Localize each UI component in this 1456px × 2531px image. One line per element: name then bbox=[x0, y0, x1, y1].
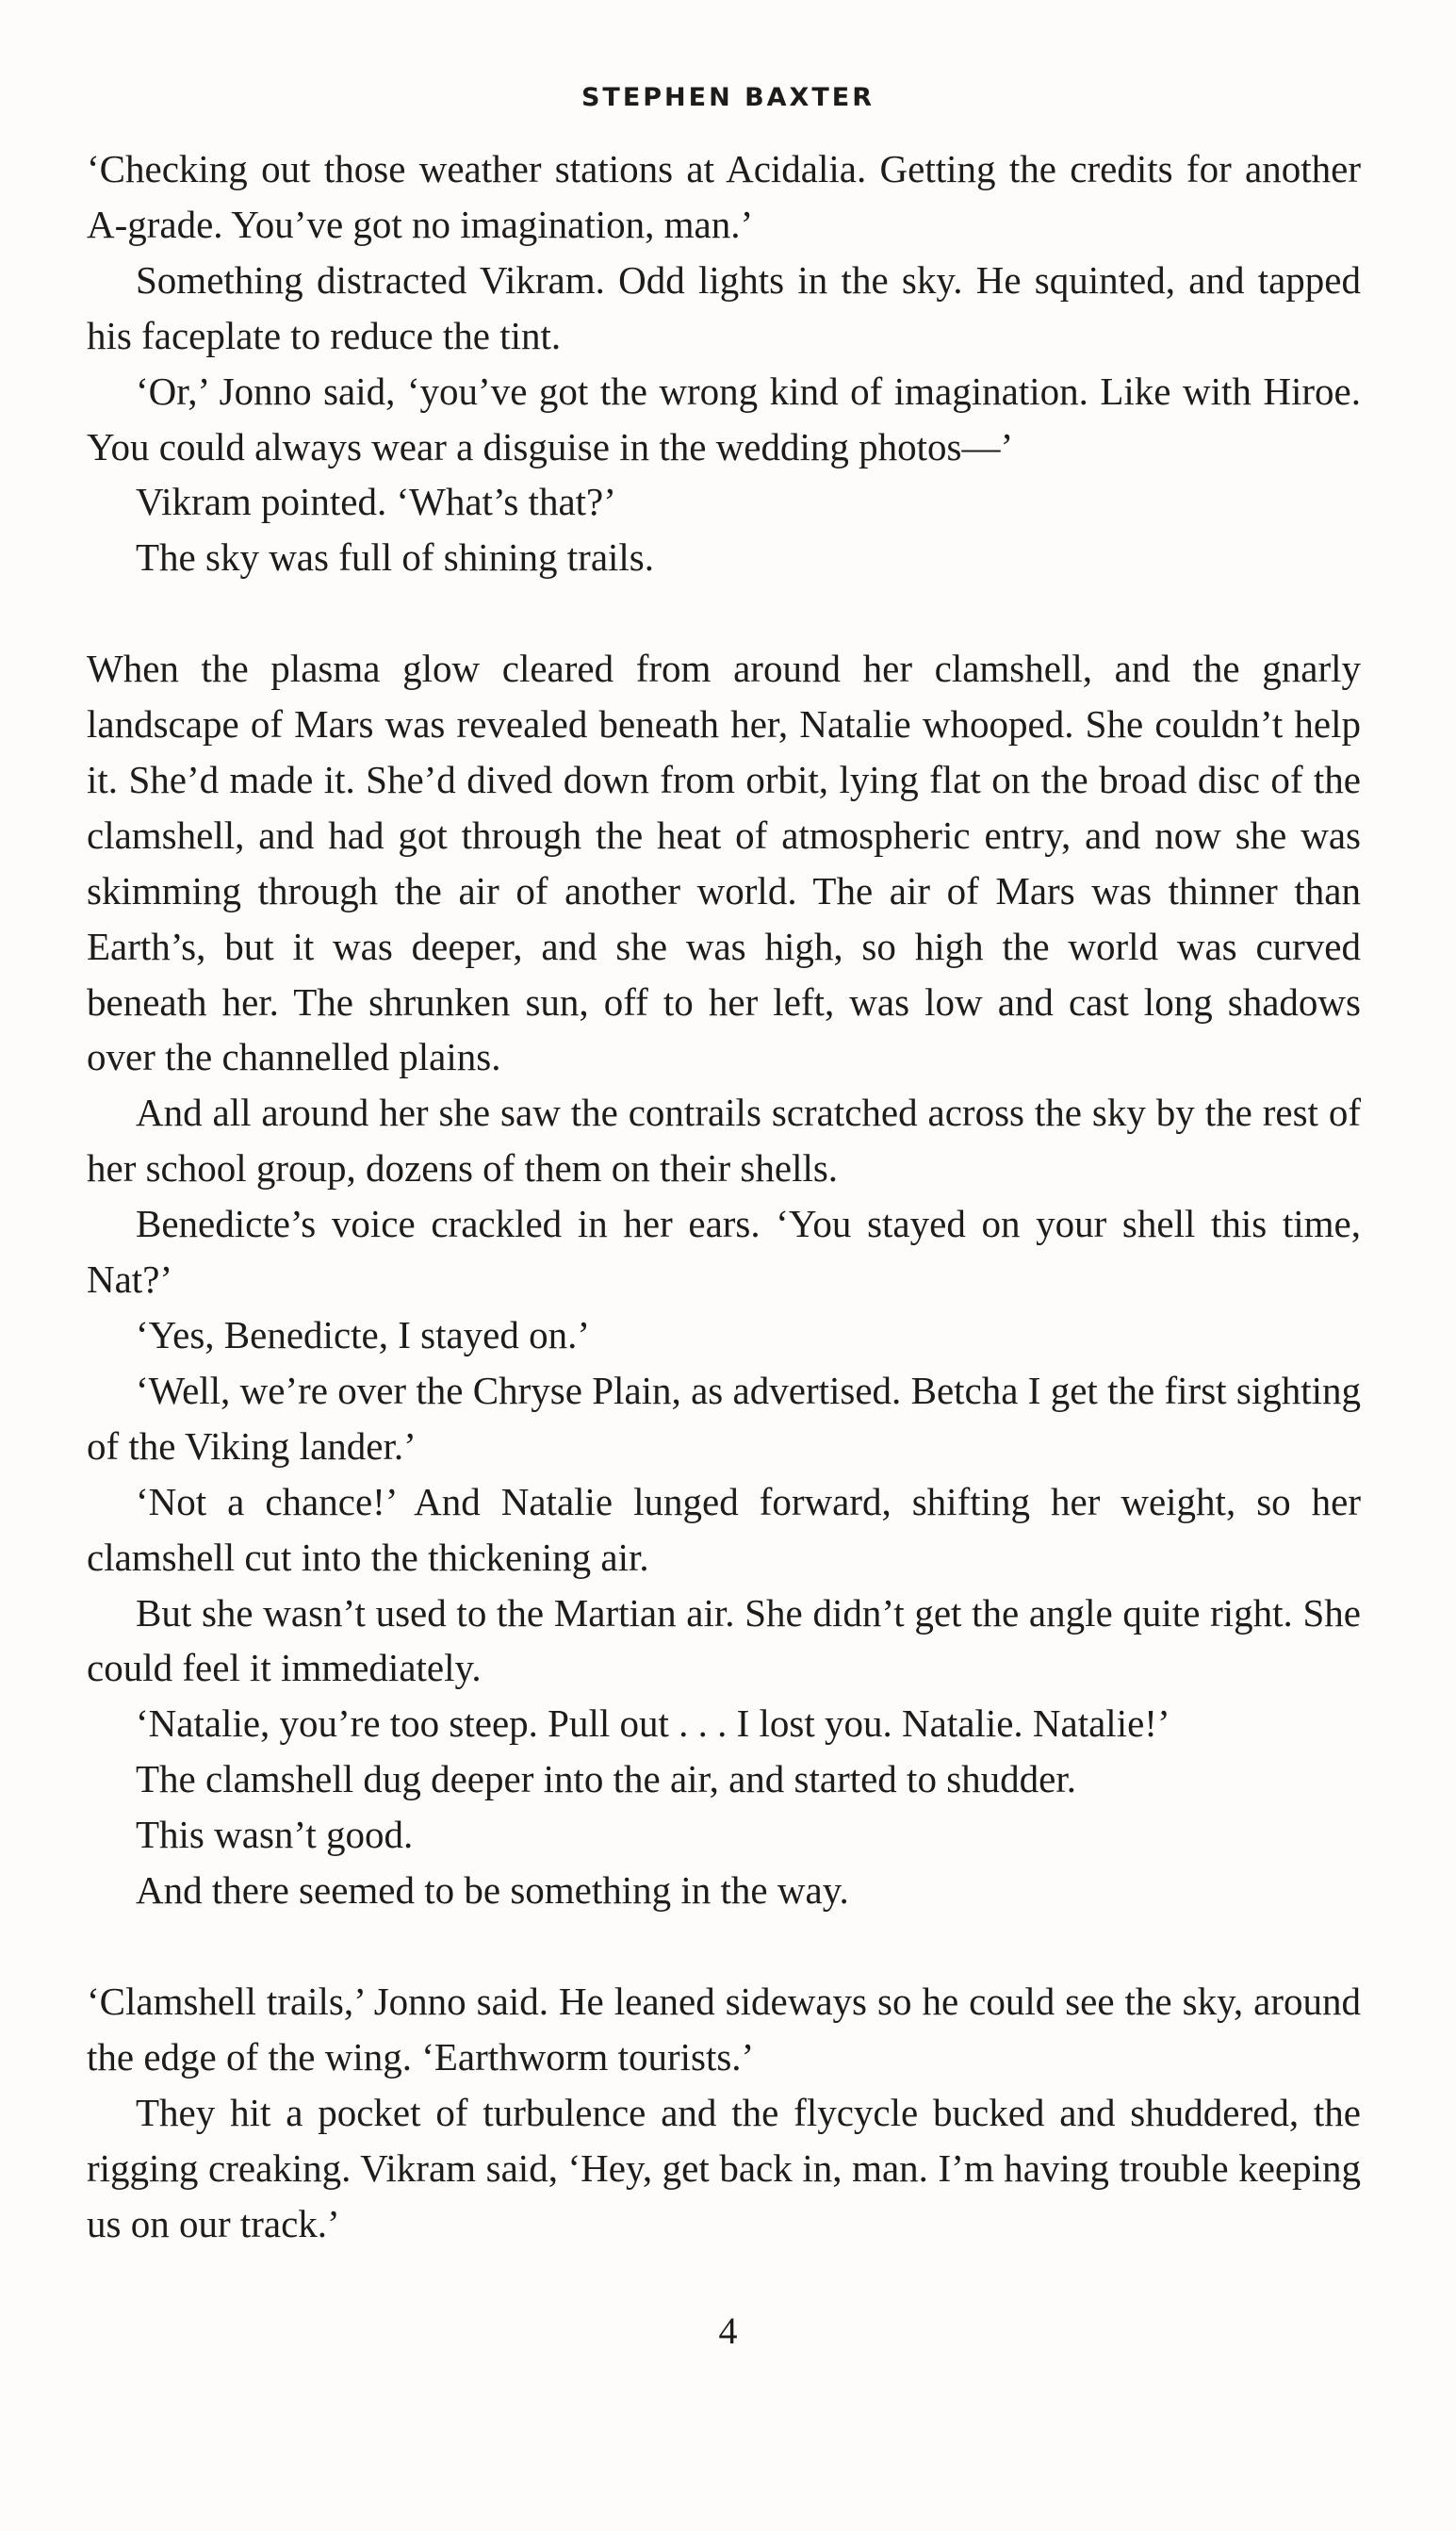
running-head: STEPHEN BAXTER bbox=[581, 83, 875, 112]
paragraph: But she wasn’t used to the Martian air. She didn’t get the angle quite right. She could feel it immediately. bbox=[87, 1590, 1361, 1690]
paragraph: This wasn’t good. bbox=[136, 1813, 414, 1857]
section-break bbox=[87, 1918, 1361, 1974]
paragraph: The clamshell dug deeper into the air, and started to shudder. bbox=[136, 1757, 1076, 1801]
paragraph: Benedicte’s voice crackled in her ears. ‘You stayed on your shell this time, Nat?’ bbox=[87, 1202, 1361, 1302]
paragraph: ‘Clamshell trails,’ Jonno said. He leaned sideways so he could see the sky, around the edge of the wing. ‘Earthworm tourists.’ bbox=[87, 1979, 1361, 2079]
paragraph: ‘Checking out those weather stations at Acidalia. Getting the credits for another A-grade. You’ve got no imagination, man.’ bbox=[87, 147, 1361, 246]
paragraph: ‘Yes, Benedicte, I stayed on.’ bbox=[136, 1313, 591, 1357]
paragraph: Vikram pointed. ‘What’s that?’ bbox=[136, 480, 616, 524]
paragraph: ‘Not a chance!’ And Natalie lunged forward, shifting her weight, so her clamshell cut into the thickening air. bbox=[87, 1479, 1361, 1579]
paragraph: And all around her she saw the contrails scratched across the sky by the rest of her school group, dozens of them on their shells. bbox=[87, 1091, 1361, 1191]
paragraph: When the plasma glow cleared from around her clamshell, and the gnarly landscape of Mars was revealed beneath her, Natalie whooped. She couldn’t help it. She’d made it. She’d dived down from orbit, lying flat on the broad disc of the clamshell, and had got through the heat of atmospheric entry, and now she was skimming through the air of another world. The air of Mars was thinner than Earth’s, but it was deeper, and she was high, so high the world was curved beneath her. The shrunken sun, off to her left, was low and cast long shadows over the channelled plains. bbox=[87, 647, 1361, 1079]
paragraph: The sky was full of shining trails. bbox=[136, 535, 655, 580]
paragraph: Something distracted Vikram. Odd lights in the sky. He squinted, and tapped his faceplate to reduce the tint. bbox=[87, 257, 1361, 357]
paragraph: They hit a pocket of turbulence and the flycycle bucked and shuddered, the rigging creaking. Vikram said, ‘Hey, get back in, man. I’m having trouble keeping us on our track.’ bbox=[87, 2090, 1361, 2245]
paragraph: ‘Well, we’re over the Chryse Plain, as advertised. Betcha I get the first sighting of the Viking lander.’ bbox=[87, 1368, 1361, 1468]
body-text bbox=[87, 141, 1361, 2251]
section-break bbox=[87, 585, 1361, 641]
paragraph: ‘Natalie, you’re too steep. Pull out . . . I lost you. Natalie. Natalie!’ bbox=[136, 1701, 1170, 1746]
paragraph: And there seemed to be something in the way. bbox=[136, 1868, 849, 1913]
paragraph: ‘Or,’ Jonno said, ‘you’ve got the wrong kind of imagination. Like with Hiroe. You could always wear a disguise in the wedding photos—’ bbox=[87, 369, 1361, 468]
page-number: 4 bbox=[718, 2309, 738, 2352]
